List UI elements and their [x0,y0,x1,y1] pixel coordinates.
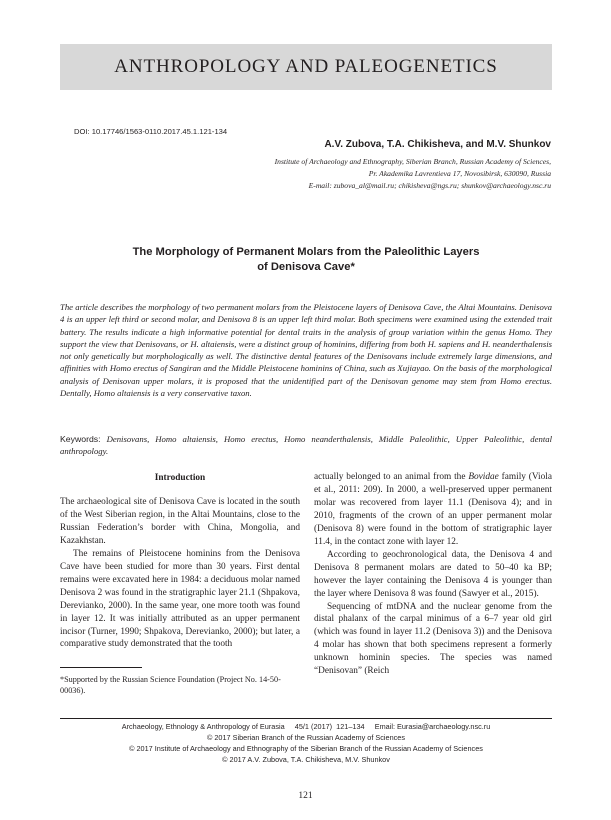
footer-copyright: © 2017 A.V. Zubova, T.A. Chikisheva, M.V. Shunkov [222,755,390,764]
footer-copyright: © 2017 Institute of Archaeology and Ethnography of the Siberian Branch of the Russian Academy of Sciences [129,744,483,753]
keywords-label: Keywords: [60,434,101,444]
footer-journal: Archaeology, Ethnology & Anthropology of Eurasia 45/1 (2017) 121–134 Email: Eurasia@archaeology.nsc.ru [121,722,491,731]
left-column [60,496,300,651]
abstract: The article describes the morphology of two permanent molars from the Pleistocene layers of Denisova Cave, the Altai Mountains. Denisova 4 is an upper left third or second molar, and Denisova 8 is an upper left third molar. Both specimens were examined using the extended trait battery. The results indicate a high informative potential for dental traits in the analysis of group variation within the genus Homo. They support the view that Denisovans, or H. altaiensis, were a distinct group of hominins, differing from both H. sapiens and H. neanderthalensis not only genetically but morphologically as well. The distinctive dental features of the Denisovans include extremely large dimensions, and affinities with Homo erectus of Sangiran and the Middle Pleistocene hominins of China, such as Xujiayao. On the basis of the morphological analysis of Denisovan upper molars, it is proposed that the unidentified part of the Denisovan genome may stem from Homo erectus. Dentally, Homo altaiensis is a very conservative taxon. [60,302,552,399]
page-number: 121 [298,791,313,801]
affiliation-line: Institute of Archaeology and Ethnography, Siberian Branch, Russian Academy of Sciences, [274,157,551,166]
text-run: family (Viola et al., 2011: 209). In 2000, a well-preserved upper permanent molar was recovered from layer 11.1 (Denisova 4); and in 2010, fragments of the crown of an upper permanent molar (Denisova 8) were found in the bottom of stratigraphic layer 11.4, in the contact zone with layer 12. [314,472,552,547]
footnote: *Supported by the Russian Science Foundation (Project No. 14-50-00036). [60,675,281,696]
article-title [60,245,552,275]
footer-copyright: © 2017 Siberian Branch of the Russian Academy of Sciences [206,733,406,742]
affiliation-email: E-mail: zubova_al@mail.ru; chikisheva@ngs.ru; shunkov@archaeology.nsc.ru [308,181,551,190]
paragraph [314,471,552,549]
title-line: The Morphology of Permanent Molars from the Paleolithic Layers [132,246,480,258]
keywords-text: Denisovans, Homo altaiensis, Homo erectus, Homo neanderthalensis, Middle Paleolithic, Upper Paleolithic, dental anthropology. [60,434,552,457]
section-heading: Introduction [154,473,206,483]
paragraph: Sequencing of mtDNA and the nuclear genome from the distal phalanx of the carpal minimus of a 6–7 year old girl (which was found in layer 11.2 (Denisova 3)) and the Denisova 4 molar has shown that both specimens represent a formerly unknown hominin species. The species was named “Denisovan” (Reich [314,601,552,677]
right-column [314,471,552,678]
doi: DOI: 10.17746/1563-0110.2017.45.1.121-134 [74,127,228,136]
footer-rule [60,718,552,719]
title-line: of Denisova Cave* [257,261,355,273]
text-run: actually belonged to an animal from the [314,472,469,482]
taxon-italic: Bovidae [468,472,499,482]
footnote-rule [60,667,142,668]
affiliation-line: Pr. Akademika Lavrentieva 17, Novosibirsk, 630090, Russia [368,169,551,178]
paragraph: According to geochronological data, the Denisova 4 and Denisova 8 permanent molars are dated to 50–40 ka BP; however the layer containing the Denisova 4 is younger than the layer where Denisova 8 was found (Sawyer et al., 2015). [314,549,552,599]
paragraph: The archaeological site of Denisova Cave is located in the south of the West Siberian region, in the Altai Mountains, close to the Russian Federation’s border with China, Mongolia, and Kazakhstan. [60,497,300,546]
authors: A.V. Zubova, T.A. Chikisheva, and M.V. Shunkov [324,139,551,150]
paragraph: The remains of Pleistocene hominins from the Denisova Cave have been studied for more than 30 years. First dental remains were excavated here in 1984: a deciduous molar named Denisova 2 was found in the stratigraphic layer 21.1 (Shpakova, Derevianko, 2000). In the same year, one more tooth was found in layer 12. It was initially attributed as an upper permanent incisor (Turner, 1990; Shpakova, Derevianko, 2000); but later, a comparative study demonstrated that the tooth [60,548,300,650]
section-banner: ANTHROPOLOGY AND PALEOGENETICS [60,44,552,90]
keywords [60,433,552,458]
